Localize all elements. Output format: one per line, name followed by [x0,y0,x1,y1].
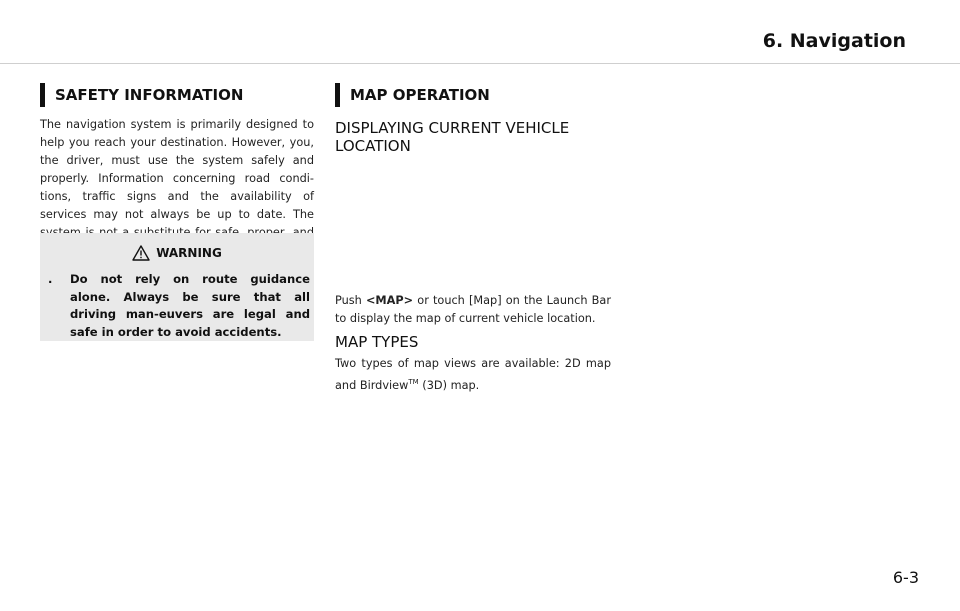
warning-item [48,271,310,341]
subheading-line-2: LOCATION [335,137,411,155]
heading-bar [335,83,340,107]
subheading-line-1: DISPLAYING CURRENT VEHICLE [335,119,570,137]
safety-heading-text: SAFETY INFORMATION [55,86,244,104]
map-types-suffix: (3D) map. [418,378,480,392]
paragraph-suffix: or touch [Map] on the Launch Bar to display the map of current vehicle location. [335,294,611,325]
warning-text: Do not rely on route guidance alone. Always be sure that all driving man-euvers are legal and safe in order to avoid accidents. [70,272,310,339]
map-operation-heading-text: MAP OPERATION [350,86,490,104]
map-types-paragraph [335,355,611,395]
page-number: 6-3 [892,568,919,587]
paragraph-prefix: Push [335,294,366,307]
warning-header [40,245,314,261]
warning-bullet: . [48,272,53,286]
warning-title: WARNING [156,246,222,260]
warning-box [40,233,314,341]
safety-paragraph: The navigation system is primarily designed to help you reach your destination. However, you, the driver, must use the system safely and properly. Information concerning road condi-tions, traffic signs and the availability of services may not always be up to date. The [40,118,314,221]
trademark-mark: TM [408,378,419,386]
map-operation-heading [335,83,490,107]
chapter-title: 6. Navigation [762,30,906,52]
map-display-paragraph [335,292,611,328]
map-types-prefix: Two types of map views are available: 2D map and Birdview [335,357,611,392]
safety-information-heading [40,83,243,107]
warning-triangle-icon [132,245,150,261]
map-types-subheading: MAP TYPES [335,333,419,351]
displaying-location-subheading [335,119,569,155]
map-key-label: <MAP> [365,294,414,307]
header-rule [0,63,960,64]
heading-bar [40,83,45,107]
